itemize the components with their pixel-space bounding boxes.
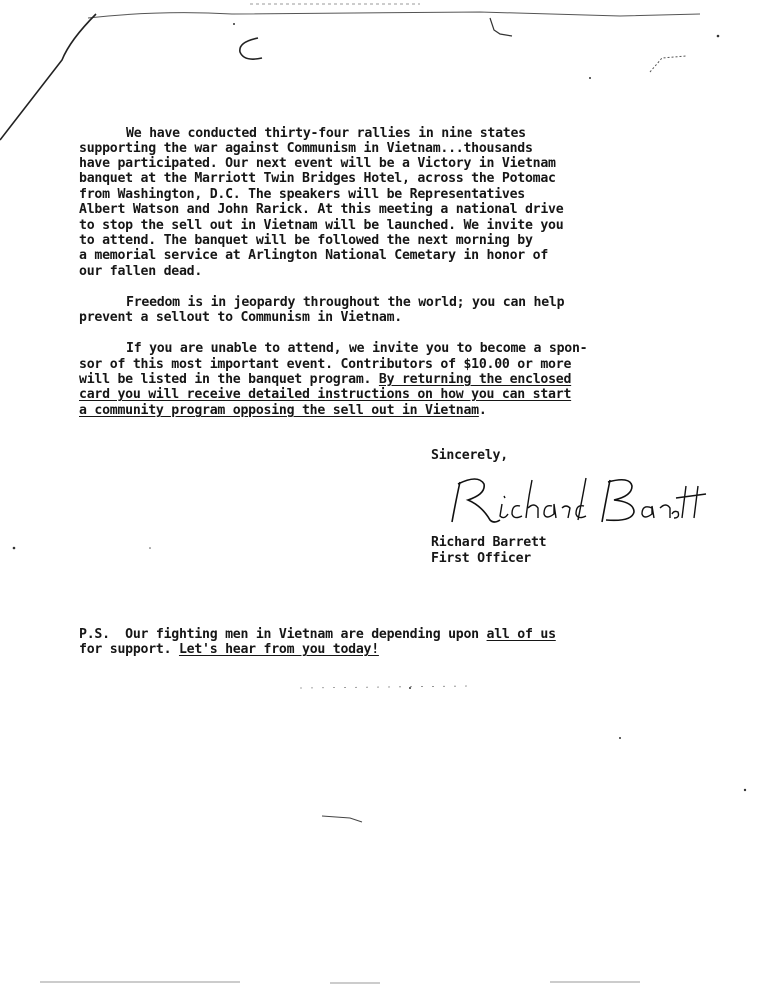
paragraph-3-period: . (478, 403, 487, 418)
paragraph-2-line-1: Freedom is in jeopardy throughout the world; you can help (126, 295, 565, 310)
paragraph-3-line-1: If you are unable to attend, we invite you to become a spon- (126, 341, 588, 356)
postscript-line-2-text: for support. (79, 642, 179, 657)
paragraph-1-line-2: supporting the war against Communism in Vietnam...thousands (79, 141, 533, 156)
paragraph-1-line-3: have participated. Our next event will be a Victory in Vietnam (79, 156, 556, 171)
postscript-line-1 (79, 627, 556, 642)
paragraph-1-line-7: to stop the sell out in Vietnam will be launched. We invite you (79, 218, 564, 233)
paragraph-1-line-9: a memorial service at Arlington National Cemetary in honor of (79, 248, 549, 263)
postscript-line-2 (79, 642, 379, 657)
handwritten-signature (438, 470, 708, 530)
paragraph-1-line-4: banquet at the Marriott Twin Bridges Hotel, across the Potomac (79, 171, 556, 186)
underlined-instructions-middle: card you will receive detailed instructions on how you can start (79, 387, 572, 402)
signer-name: Richard Barrett (431, 535, 547, 550)
paragraph-3-line-3-text: will be listed in the banquet program. (79, 372, 379, 387)
underlined-instructions-end: a community program opposing the sell out in Vietnam (79, 403, 479, 418)
paragraph-2-line-2: prevent a sellout to Communism in Vietnam. (79, 310, 402, 325)
paragraph-1-line-1: We have conducted thirty-four rallies in nine states (126, 126, 526, 141)
paragraph-1-line-8: to attend. The banquet will be followed the next morning by (79, 233, 533, 248)
paragraph-1-line-10: our fallen dead. (79, 264, 203, 279)
postscript-call-to-action: Let's hear from you today! (178, 642, 379, 657)
paragraph-1-line-6: Albert Watson and John Rarick. At this meeting a national drive (79, 202, 564, 217)
paragraph-3-line-2: sor of this most important event. Contributors of $10.00 or more (79, 357, 572, 372)
paragraph-1-line-5: from Washington, D.C. The speakers will be Representatives (79, 187, 525, 202)
underlined-instructions-start: By returning the enclosed (378, 372, 572, 387)
paragraph-3-line-5 (79, 403, 487, 418)
postscript-all-of-us: all of us (486, 627, 556, 642)
signer-title: First Officer (431, 551, 531, 566)
postscript-line-1-text: P.S. Our fighting men in Vietnam are depending upon (79, 627, 487, 642)
closing-salutation: Sincerely, (431, 448, 508, 463)
paragraph-3-line-3 (79, 372, 571, 387)
